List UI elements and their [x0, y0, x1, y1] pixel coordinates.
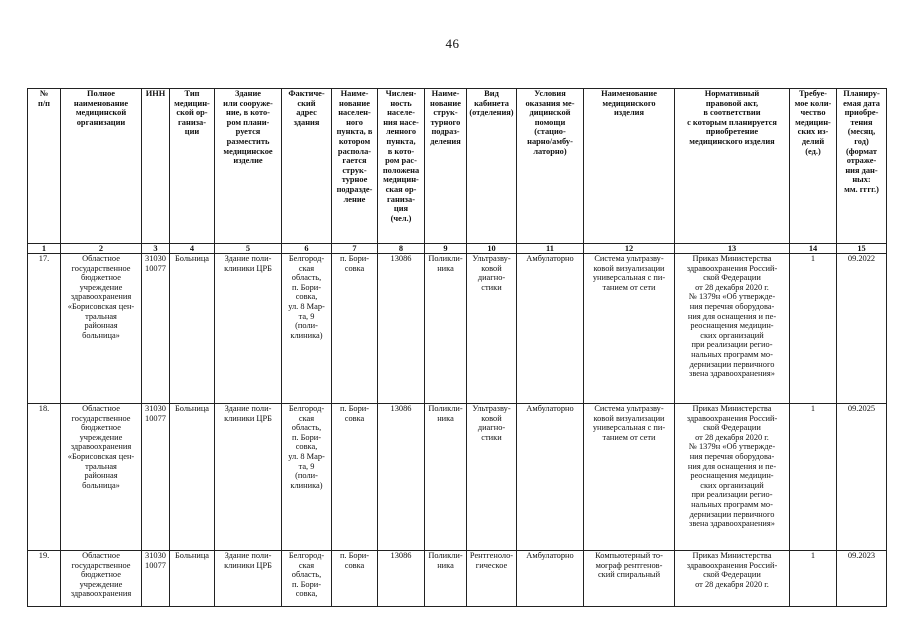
header-cell: Здание или сооруже- ние, в кото- ром плани- руется разместить медицинское изделие: [215, 89, 282, 244]
cabinet-type: Ультразву- ковой диагно- стики: [467, 254, 517, 404]
address: Белгород- ская область, п. Бори- совка,: [282, 551, 332, 607]
organization-name: Областное государственное бюджетное учреждение здравоохранения «Борисовская цен- тральная районная больница»: [61, 254, 142, 404]
header-cell: Наиме- нование струк- турного подраз- деления: [425, 89, 467, 244]
building: Здание поли- клиники ЦРБ: [215, 254, 282, 404]
row-number: 18.: [28, 404, 61, 551]
planned-date: 09.2025: [837, 404, 887, 551]
page-number: 46: [445, 36, 460, 51]
planned-date: 09.2023: [837, 551, 887, 607]
organization-name: Областное государственное бюджетное учреждение здравоохранения: [61, 551, 142, 607]
settlement: п. Бори- совка: [332, 254, 378, 404]
column-number: 8: [378, 244, 425, 254]
header-cell: ИНН: [142, 89, 170, 244]
column-number: 1: [28, 244, 61, 254]
care-conditions: Амбулаторно: [517, 551, 584, 607]
column-number-row: [28, 244, 887, 254]
care-conditions: Амбулаторно: [517, 404, 584, 551]
legal-act: Приказ Министерства здравоохранения Россий- ской Федерации от 28 декабря 2020 г.: [675, 551, 790, 607]
row-number: 19.: [28, 551, 61, 607]
cabinet-type: Ультразву- ковой диагно- стики: [467, 404, 517, 551]
table-row: [28, 254, 887, 404]
header-cell: Тип медицин- ской ор- ганиза- ции: [170, 89, 215, 244]
equipment-table: [27, 88, 887, 607]
header-cell: Фактиче- ский адрес здания: [282, 89, 332, 244]
care-conditions: Амбулаторно: [517, 254, 584, 404]
header-cell: Нормативный правовой акт, в соответствии с которым планируется приобретение медицинского изделия: [675, 89, 790, 244]
device-name: Компьютерный то- мограф рентгенов- ский спиральный: [584, 551, 675, 607]
population: 13086: [378, 551, 425, 607]
column-number: 10: [467, 244, 517, 254]
table-row: [28, 404, 887, 551]
inn: 31030 10077: [142, 551, 170, 607]
subdivision: Поликли- ника: [425, 254, 467, 404]
column-number: 9: [425, 244, 467, 254]
column-number: 12: [584, 244, 675, 254]
column-number: 3: [142, 244, 170, 254]
column-number: 14: [790, 244, 837, 254]
column-number: 5: [215, 244, 282, 254]
header-cell: Требуе- мое коли- чество медицин- ских из- делий (ед.): [790, 89, 837, 244]
building: Здание поли- клиники ЦРБ: [215, 551, 282, 607]
column-number: 15: [837, 244, 887, 254]
header-cell: Полное наименование медицинской организации: [61, 89, 142, 244]
column-number: 4: [170, 244, 215, 254]
row-number: 17.: [28, 254, 61, 404]
settlement: п. Бори- совка: [332, 404, 378, 551]
planned-date: 09.2022: [837, 254, 887, 404]
address: Белгород- ская область, п. Бори- совка, ул. 8 Мар- та, 9 (поли- клиника): [282, 404, 332, 551]
organization-type: Больница: [170, 254, 215, 404]
table-row: [28, 551, 887, 607]
address: Белгород- ская область, п. Бори- совка, ул. 8 Мар- та, 9 (поли- клиника): [282, 254, 332, 404]
header-cell: Наиме- нование населен- ного пункта, в котором распола- гается струк- турное подразде- ление: [332, 89, 378, 244]
header-cell: Наименование медицинского изделия: [584, 89, 675, 244]
cabinet-type: Рентгеноло- гическое: [467, 551, 517, 607]
header-cell: Условия оказания ме- дицинской помощи (стацио- нарно/амбу- латорно): [517, 89, 584, 244]
column-number: 7: [332, 244, 378, 254]
quantity: 1: [790, 404, 837, 551]
header-row: [28, 89, 887, 244]
organization-type: Больница: [170, 551, 215, 607]
population: 13086: [378, 254, 425, 404]
building: Здание поли- клиники ЦРБ: [215, 404, 282, 551]
header-cell: Числен- ность населе- ния насе- ленного пункта, в кото- ром рас- положена медицин- ская ор- ганиза- ция (чел.): [378, 89, 425, 244]
legal-act: Приказ Министерства здравоохранения Россий- ской Федерации от 28 декабря 2020 г. № 1379н «Об утвержде- ния перечня оборудова- ния для оснащения и пе- реоснащения медицин- ских организаций при реализации регио- нальных программ мо- дернизации первичного звена здравоохранения»: [675, 254, 790, 404]
column-number: 2: [61, 244, 142, 254]
subdivision: Поликли- ника: [425, 404, 467, 551]
quantity: 1: [790, 551, 837, 607]
inn: 31030 10077: [142, 254, 170, 404]
header-cell: Вид кабинета (отделения): [467, 89, 517, 244]
device-name: Система ультразву- ковой визуализации универсальная с пи- танием от сети: [584, 254, 675, 404]
inn: 31030 10077: [142, 404, 170, 551]
settlement: п. Бори- совка: [332, 551, 378, 607]
column-number: 11: [517, 244, 584, 254]
quantity: 1: [790, 254, 837, 404]
column-number: 13: [675, 244, 790, 254]
device-name: Система ультразву- ковой визуализации универсальная с пи- танием от сети: [584, 404, 675, 551]
organization-type: Больница: [170, 404, 215, 551]
legal-act: Приказ Министерства здравоохранения Россий- ской Федерации от 28 декабря 2020 г. № 1379н «Об утвержде- ния перечня оборудова- ния для оснащения и пе- реоснащения медицин- ских организаций при реализации регио- нальных программ мо- дернизации первичного звена здравоохранения»: [675, 404, 790, 551]
organization-name: Областное государственное бюджетное учреждение здравоохранения «Борисовская цен- тральная районная больница»: [61, 404, 142, 551]
column-number: 6: [282, 244, 332, 254]
subdivision: Поликли- ника: [425, 551, 467, 607]
header-cell: № п/п: [28, 89, 61, 244]
population: 13086: [378, 404, 425, 551]
header-cell: Планиру- емая дата приобре- тения (месяц, год) (формат отраже- ния дан- ных: мм. гггг.): [837, 89, 887, 244]
